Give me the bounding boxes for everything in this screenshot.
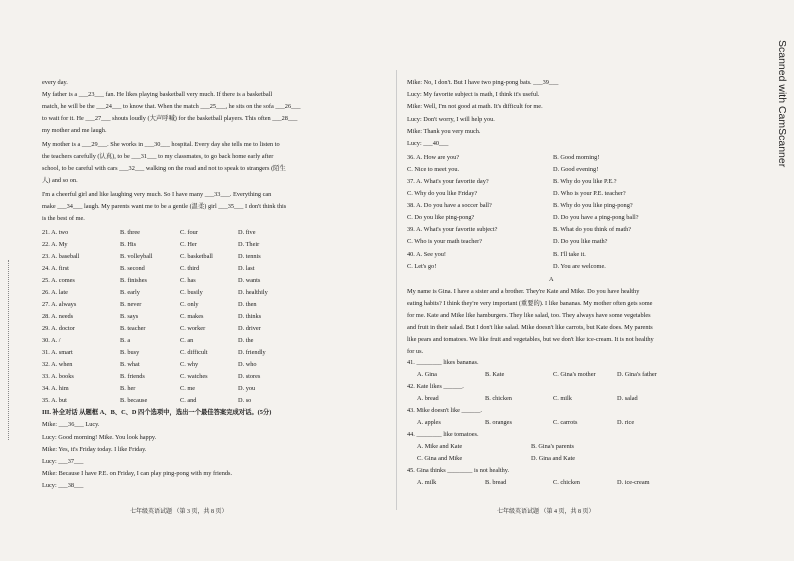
option: C. Her: [180, 241, 197, 248]
passage-line: to wait for it. He ___27___ shouts loudly (大声呼喊) for the basketball players. This often ___28___: [42, 115, 298, 122]
dialog-line: Lucy: ___37___: [42, 458, 84, 465]
option: 24. A. first: [42, 265, 69, 272]
question-stem: 44. ________ like tomatoes.: [407, 431, 479, 438]
option: C. difficult: [180, 349, 208, 356]
option: C. Nice to meet you.: [407, 166, 460, 173]
option: C. third: [180, 265, 200, 272]
option: B. because: [120, 397, 148, 404]
option: B. says: [120, 313, 139, 320]
passage-line: eating habits? I think they're very important (重要的). I like bananas. My mother often gets some: [407, 300, 653, 307]
option: A. apples: [417, 419, 441, 426]
option: D. Do you like math?: [553, 238, 608, 245]
option: D. Who is your P.E. teacher?: [553, 190, 626, 197]
passage-line: and fruit in their salad. But I don't like salad. Mike doesn't like carrots, but Kate does. My parents: [407, 324, 653, 331]
passage-line: for us.: [407, 348, 424, 355]
option: A. Gina: [417, 371, 437, 378]
passage-line: school, to be careful with cars ___32___ walking on the road and not to speak to strangers (陌生: [42, 165, 286, 172]
option: 35. A. but: [42, 397, 67, 404]
option: B. second: [120, 265, 145, 272]
option: C. four: [180, 229, 198, 236]
option: D. Good evening!: [553, 166, 599, 173]
section-title: III. 补全对话 从题框 A、B、C、D 四个选项中，选出一个最佳答案完成对话。(5分): [42, 409, 272, 416]
option: C. Why do you like Friday?: [407, 190, 478, 197]
option: D. ice-cream: [617, 479, 650, 486]
passage-line: I'm a cheerful girl and like laughing very much. So I have many ___33___. Everything can: [42, 191, 272, 198]
option: 37. A. What's your favorite day?: [407, 178, 489, 185]
option: 36. A. How are you?: [407, 154, 460, 161]
option: B. volleyball: [120, 253, 153, 260]
option: C. me: [180, 385, 196, 392]
dialog-line: Mike: Yes, it's Friday today. I like Friday.: [42, 446, 147, 453]
option: C. busily: [180, 289, 203, 296]
question-stem: 45. Gina thinks ________ is not healthy.: [407, 467, 510, 474]
option: 31. A. smart: [42, 349, 73, 356]
option: D. Gina's father: [617, 371, 657, 378]
option: A. milk: [417, 479, 437, 486]
option: 34. A. him: [42, 385, 69, 392]
passage-line: My father is a ___23___ fan. He likes playing basketball very much. If there is a basketball: [42, 91, 273, 98]
option: B. her: [120, 385, 136, 392]
option: B. I'll take it.: [553, 251, 586, 258]
option: 28. A. needs: [42, 313, 74, 320]
option: D. the: [238, 337, 254, 344]
option: D. five: [238, 229, 256, 236]
option: 29. A. doctor: [42, 325, 75, 332]
option: C. basketball: [180, 253, 213, 260]
option: D. friendly: [238, 349, 266, 356]
option: D. tennis: [238, 253, 261, 260]
passage-line: My name is Gina. I have a sister and a brother. They're Kate and Mike. Do you have healthy: [407, 288, 640, 295]
passage-line: like pears and tomatoes. We like fruit and vegetables, but we don't like ice-cream. It is not healthy: [407, 336, 654, 343]
option: C. and: [180, 397, 197, 404]
option: D. salad: [617, 395, 638, 402]
option: B. friends: [120, 373, 145, 380]
dialog-line: Lucy: Don't worry, I will help you.: [407, 116, 495, 123]
option: 32. A. when: [42, 361, 73, 368]
option: D. Their: [238, 241, 260, 248]
passage-line: 人) and so on.: [42, 177, 78, 184]
question-stem: 42. Kate likes ______.: [407, 383, 464, 390]
option: D. Do you have a ping-pong ball?: [553, 214, 639, 221]
passage-line: for me. Kate and Mike like hamburgers. They like salad, too. They always have some vegetables: [407, 312, 651, 319]
option: C. makes: [180, 313, 204, 320]
option: 26. A. late: [42, 289, 68, 296]
page-footer: 七年级英语试题 （第 3 页，共 8 页）: [130, 509, 228, 515]
dialog-line: Lucy: Good morning! Mike. You look happy.: [42, 434, 157, 441]
option: B. Why do you like ping-pong?: [553, 202, 633, 209]
passage-line: my mother and me laugh.: [42, 127, 107, 134]
option: B. Gina's parents: [531, 443, 574, 450]
option: 23. A. baseball: [42, 253, 80, 260]
option: D. driver: [238, 325, 261, 332]
camscanner-watermark: Scanned with CamScanner: [776, 40, 788, 168]
option: 30. A. /: [42, 337, 61, 344]
dialog-line: Mike: Thank you very much.: [407, 128, 481, 135]
option: C. only: [180, 301, 199, 308]
passage-line: every day.: [42, 79, 68, 86]
option: D. who: [238, 361, 257, 368]
option: 39. A. What's your favorite subject?: [407, 226, 498, 233]
option: C. an: [180, 337, 194, 344]
option: B. busy: [120, 349, 140, 356]
dialog-line: Mike: No, I don't. But I have two ping-pong bats. ___39___: [407, 79, 559, 86]
option: B. never: [120, 301, 142, 308]
option: B. a: [120, 337, 131, 344]
option: D. you: [238, 385, 256, 392]
option: B. finishes: [120, 277, 147, 284]
option: 25. A. comes: [42, 277, 75, 284]
option: B. what: [120, 361, 140, 368]
option: 22. A. My: [42, 241, 68, 248]
dialog-line: Mike: Because I have P.E. on Friday, I can play ping-pong with my friends.: [42, 470, 233, 477]
passage-label: A: [549, 276, 554, 283]
passage-line: make ___34___ laugh. My parents want me to be a gentle (温柔) girl ___35___ I don't think this: [42, 203, 287, 210]
option: C. Do you like ping-pong?: [407, 214, 475, 221]
option: A. Mike and Kate: [417, 443, 463, 450]
option: 27. A. always: [42, 301, 77, 308]
option: D. rice: [617, 419, 635, 426]
option: D. last: [238, 265, 255, 272]
option: D. wants: [238, 277, 261, 284]
option: C. carrots: [553, 419, 578, 426]
option: C. why: [180, 361, 199, 368]
right-page: [397, 0, 794, 561]
question-stem: 43. Mike doesn't like ______.: [407, 407, 482, 414]
option: 38. A. Do you have a soccer ball?: [407, 202, 492, 209]
option: D. thinks: [238, 313, 262, 320]
option: A. bread: [417, 395, 439, 402]
option: B. oranges: [485, 419, 512, 426]
dialog-line: Lucy: ___40___: [407, 140, 449, 147]
page-footer: 七年级英语试题 （第 4 页，共 8 页）: [497, 509, 595, 515]
option: C. Gina's mother: [553, 371, 596, 378]
option: D. stores: [238, 373, 261, 380]
option: 21. A. two: [42, 229, 69, 236]
option: 40. A. See you!: [407, 251, 447, 258]
option: D. Gina and Kate: [531, 455, 576, 462]
dialog-line: Lucy: ___38___: [42, 482, 84, 489]
passage-line: is the best of me.: [42, 215, 85, 222]
option: D. You are welcome.: [553, 263, 606, 270]
option: C. has: [180, 277, 196, 284]
dialog-line: Mike: Well, I'm not good at math. It's difficult for me.: [407, 103, 543, 110]
option: B. early: [120, 289, 140, 296]
option: B. Kate: [485, 371, 505, 378]
passage-line: My mother is a ___29___. She works in ___30___ hospital. Every day she tells me to listen to: [42, 141, 280, 148]
option: D. then: [238, 301, 257, 308]
option: D. healthily: [238, 289, 268, 296]
option: C. Gina and Mike: [417, 455, 463, 462]
option: B. chicken: [485, 395, 512, 402]
passage-line: match, he will be the ___24___ to know that. When the match ___25___, he sits on the sofa ___26___: [42, 103, 301, 110]
option: C. watches: [180, 373, 208, 380]
option: B. Good morning!: [553, 154, 600, 161]
option: C. milk: [553, 395, 572, 402]
option: C. chicken: [553, 479, 580, 486]
option: B. teacher: [120, 325, 146, 332]
option: C. worker: [180, 325, 206, 332]
option: B. Why do you like P.E.?: [553, 178, 617, 185]
option: B. What do you think of math?: [553, 226, 632, 233]
dialog-line: Lucy: My favorite subject is math, I think it's useful.: [407, 91, 540, 98]
option: B. three: [120, 229, 140, 236]
option: C. Who is your math teacher?: [407, 238, 483, 245]
option: 33. A. books: [42, 373, 74, 380]
option: B. bread: [485, 479, 507, 486]
option: B. His: [120, 241, 137, 248]
option: C. Let's go!: [407, 263, 437, 270]
passage-line: the teachers carefully (认真), to be ___31___ to my classmates, to go back home early after: [42, 153, 274, 160]
option: D. so: [238, 397, 252, 404]
question-stem: 41. ________ likes bananas.: [407, 359, 479, 366]
dialog-line: Mike: ___36___ Lucy.: [42, 421, 100, 428]
